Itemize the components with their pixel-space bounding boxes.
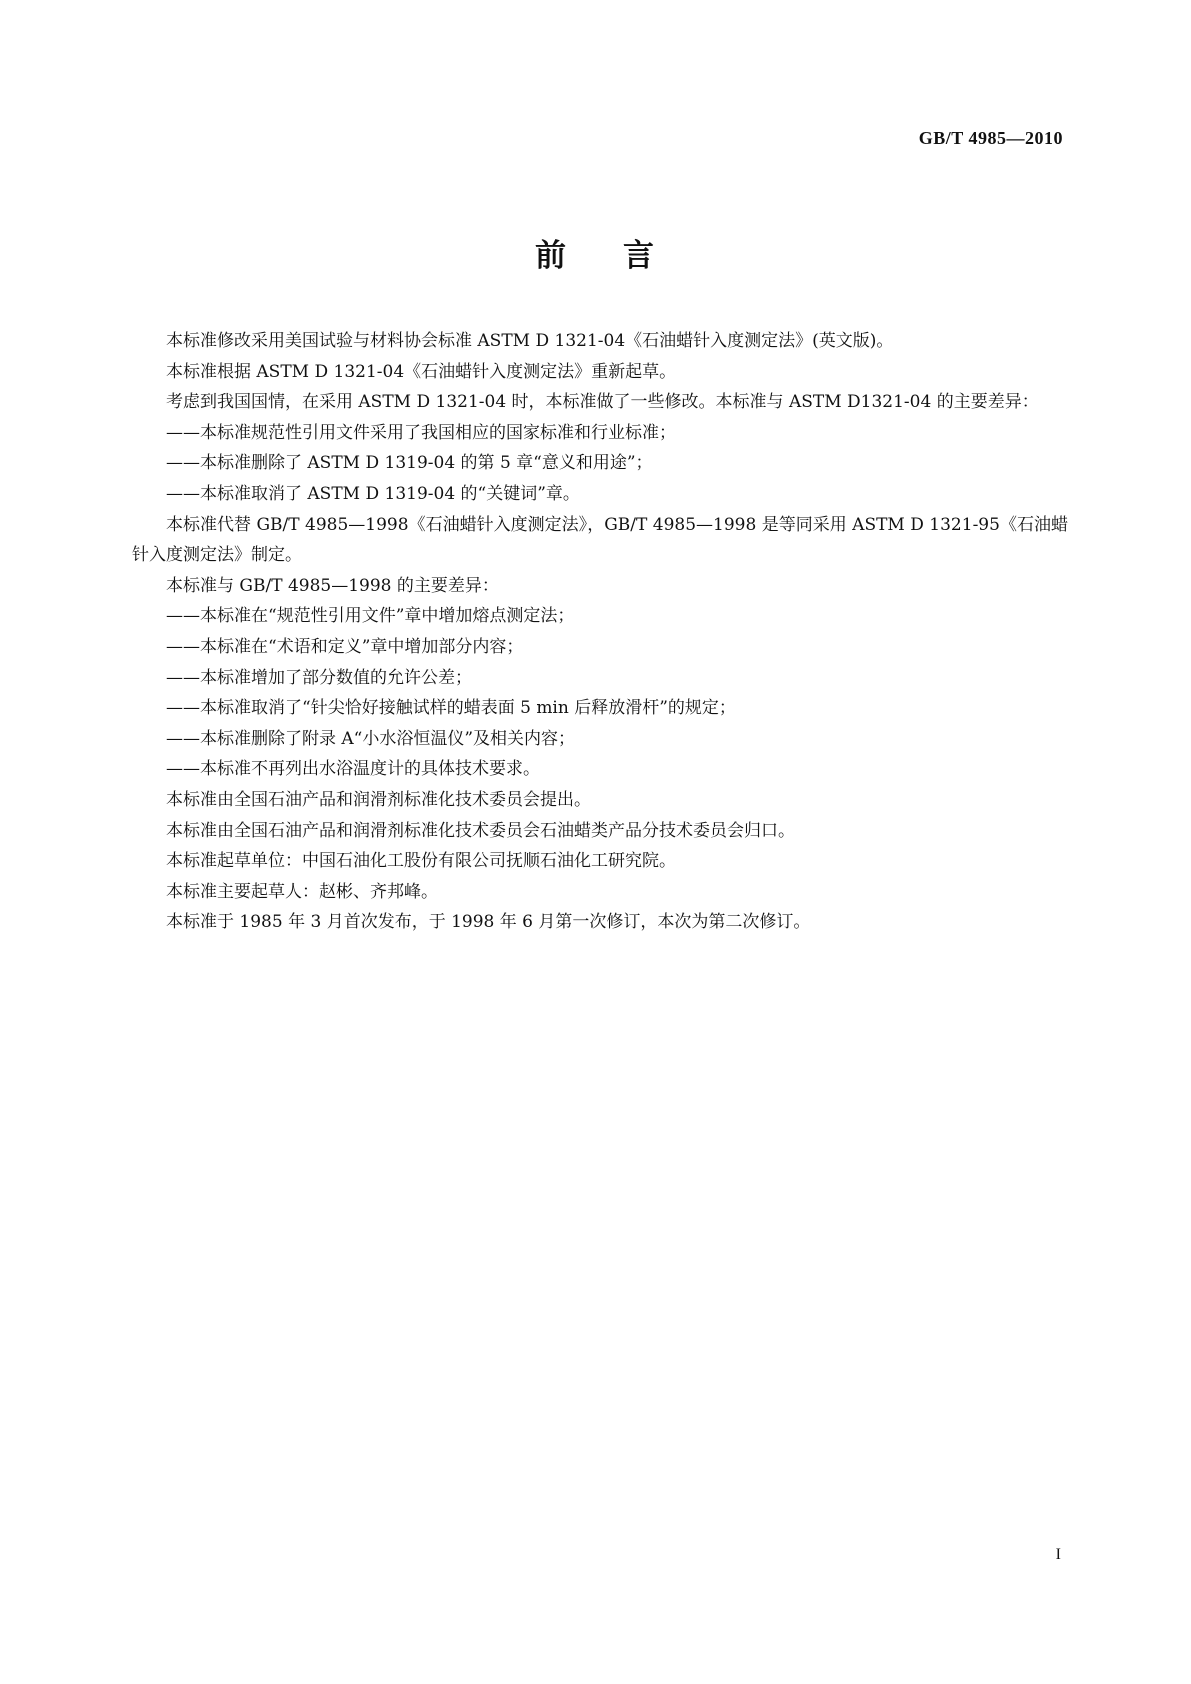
list-item: ——本标准取消了 ASTM D 1319-04 的“关键词”章。 bbox=[166, 483, 580, 504]
paragraph-under-jurisdiction: 本标准由全国石油产品和润滑剂标准化技术委员会石油蜡类产品分技术委员会归口。 bbox=[166, 820, 795, 841]
paragraph-adoption: 本标准修改采用美国试验与材料协会标准 ASTM D 1321-04《石油蜡针入度测定法》(英文版)。 bbox=[166, 331, 894, 351]
paragraph-differences: 本标准与 GB/T 4985—1998 的主要差异： bbox=[166, 575, 499, 596]
list-item: ——本标准取消了“针尖恰好接触试样的蜡表面 5 min 后释放滑杆”的规定； bbox=[166, 698, 736, 719]
list-item: ——本标准删除了 ASTM D 1319-04 的第 5 章“意义和用途”； bbox=[166, 453, 653, 474]
list-item: ——本标准规范性引用文件采用了我国相应的国家标准和行业标准； bbox=[166, 422, 676, 443]
list-item: ——本标准在“规范性引用文件”章中增加熔点测定法； bbox=[166, 606, 575, 627]
paragraph-drafting-unit: 本标准起草单位：中国石油化工股份有限公司抚顺石油化工研究院。 bbox=[166, 851, 676, 872]
paragraph-modifications: 考虑到我国国情，在采用 ASTM D 1321-04 时，本标准做了一些修改。本标准与 ASTM D1321-04 的主要差异： bbox=[166, 392, 1039, 413]
title-char-1: 前 bbox=[535, 238, 568, 274]
list-item: ——本标准不再列出水浴温度计的具体技术要求。 bbox=[166, 759, 540, 780]
paragraph-replaces: 本标准代替 GB/T 4985—1998《石油蜡针入度测定法》，GB/T 4985—1998 是等同采用 ASTM D 1321-95《石油蜡针入度测定法》制定。 bbox=[132, 514, 1068, 566]
document-body bbox=[132, 326, 1068, 938]
paragraph-proposed-by: 本标准由全国石油产品和润滑剂标准化技术委员会提出。 bbox=[166, 789, 591, 810]
paragraph-history: 本标准于 1985 年 3 月首次发布，于 1998 年 6 月第一次修订，本次为第二次修订。 bbox=[166, 912, 811, 933]
list-item: ——本标准在“术语和定义”章中增加部分内容； bbox=[166, 636, 524, 657]
page-title bbox=[0, 230, 1191, 275]
paragraph-drafters: 本标准主要起草人：赵彬、齐邦峰。 bbox=[166, 881, 438, 902]
list-item: ——本标准删除了附录 A“小水浴恒温仪”及相关内容； bbox=[166, 728, 576, 749]
page-number: I bbox=[1055, 1546, 1061, 1563]
list-item: ——本标准增加了部分数值的允许公差； bbox=[166, 667, 472, 688]
standard-code: GB/T 4985—2010 bbox=[918, 128, 1063, 148]
title-char-2: 言 bbox=[623, 238, 656, 274]
paragraph-redrafted: 本标准根据 ASTM D 1321-04《石油蜡针入度测定法》重新起草。 bbox=[166, 361, 677, 382]
